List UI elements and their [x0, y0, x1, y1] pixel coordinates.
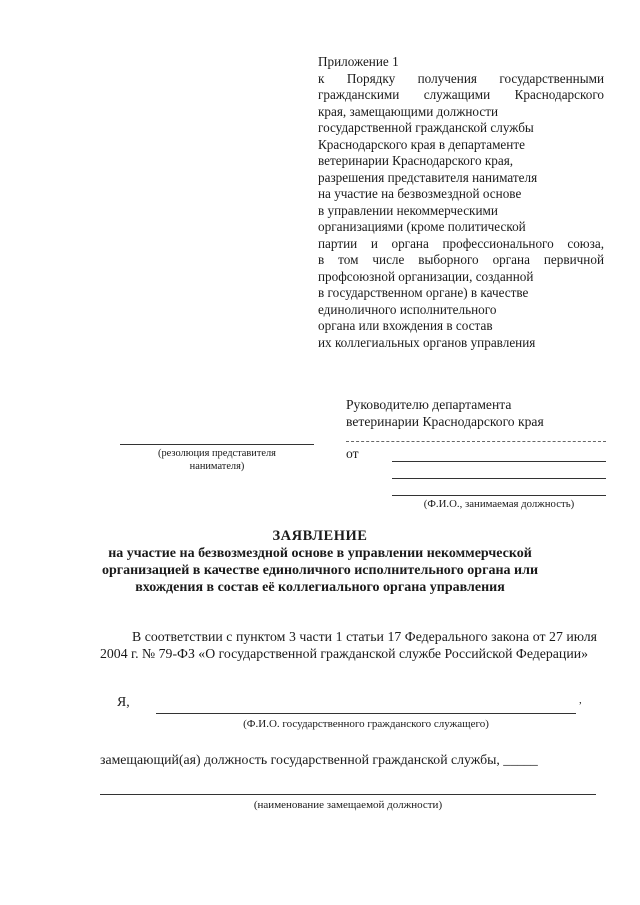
from-label: от	[346, 446, 359, 461]
ya-tick: ,	[579, 694, 582, 706]
appendix-line: государственной гражданской службы	[318, 120, 534, 135]
appendix-line: организациями (кроме политической	[318, 219, 526, 234]
appendix-line: в том числе выборного органа первичной	[318, 252, 604, 267]
body-paragraph	[100, 628, 597, 662]
appendix-line: их коллегиальных органов управления	[318, 334, 536, 350]
appendix-line: края, замещающими должности	[318, 103, 499, 119]
appendix-line: ветеринарии Краснодарского края,	[318, 153, 514, 168]
ya-label: Я,	[117, 694, 130, 709]
from-name-field-2[interactable]	[392, 478, 606, 479]
resolution-line[interactable]	[120, 444, 314, 445]
appendix-line: профсоюзной организации, созданной	[318, 268, 534, 284]
appendix-line: на участие на безвозмездной основе	[318, 186, 522, 201]
employee-name-field[interactable]	[156, 713, 576, 714]
resolution-caption-line: нанимателя)	[189, 461, 245, 472]
appendix-line: в государственном органе) в качестве	[318, 285, 529, 300]
position-name-field[interactable]	[100, 794, 596, 795]
from-caption: (Ф.И.О., занимаемая должность)	[423, 498, 575, 510]
appendix-line: в управлении некоммерческими	[318, 202, 498, 218]
appendix-line: единоличного исполнительного	[318, 301, 497, 317]
appendix-line: Краснодарского края в департаменте	[318, 136, 525, 152]
appendix-line: разрешения представителя нанимателя	[318, 169, 538, 185]
addressee-line: Руководителю департамента	[346, 397, 512, 412]
body-paragraph-text: В соответствии с пунктом 3 части 1 статьи 17 Федерального закона от 27 июля 2004 г. № 79-ФЗ «О государственной гражданской службе Российской Федерации»	[100, 629, 597, 661]
appendix-line: партии и органа профессионального союза,	[318, 235, 604, 251]
title-line: вхождения в состав её коллегиального органа управления	[135, 580, 505, 595]
from-name-field[interactable]	[392, 461, 606, 462]
title-line: на участие на безвозмездной основе в управлении некоммерческой	[108, 546, 532, 561]
addressee-line: ветеринарии Краснодарского края	[346, 414, 544, 429]
addressee-block	[346, 396, 616, 430]
position-text: замещающий(ая) должность государственной гражданской службы, _____	[100, 752, 538, 767]
from-position-field[interactable]	[392, 495, 606, 496]
addressee-underline	[346, 441, 606, 442]
document-title	[40, 528, 600, 596]
appendix-line: к Порядку получения государственными	[318, 70, 604, 86]
position-caption: (наименование замещаемой должности)	[253, 799, 443, 811]
title-line: организацией в качестве единоличного исполнительного органа или	[101, 563, 539, 578]
appendix-block	[318, 54, 604, 351]
resolution-caption	[120, 447, 314, 473]
appendix-line: органа или вхождения в состав	[318, 318, 493, 333]
title-heading: ЗАЯВЛЕНИЕ	[272, 528, 368, 544]
resolution-caption-line: (резолюция представителя	[158, 448, 276, 459]
appendix-line: гражданскими служащими Краснодарского	[318, 87, 604, 102]
employee-name-caption: (Ф.И.О. государственного гражданского служащего)	[243, 718, 489, 730]
appendix-title: Приложение 1	[318, 54, 399, 69]
